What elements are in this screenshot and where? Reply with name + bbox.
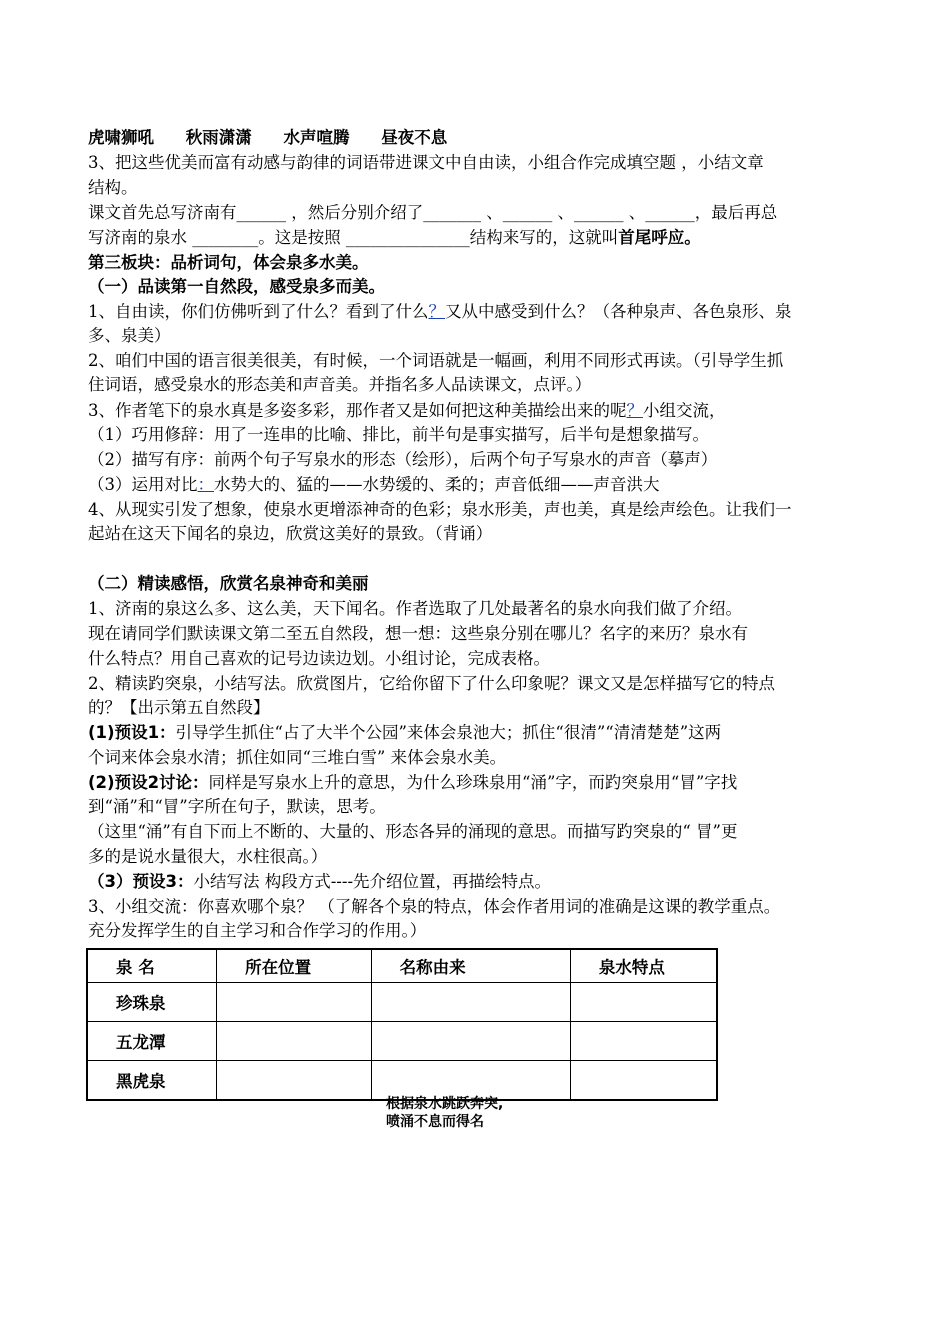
link-question-mark[interactable]: ？ — [428, 302, 445, 321]
table-row — [87, 1022, 717, 1061]
text-line: 住词语，感受泉水的形态美和声音美。并指名多人品读课文，点评。） — [88, 375, 592, 394]
text-span: 引导学生抓住“占了大半个公园”来体会泉池大；抓住“很清”“清清楚楚”这两 — [175, 723, 722, 742]
text-line: 到“涌”和“冒”字所在句子，默读，思考。 — [88, 797, 386, 816]
text-line — [88, 301, 868, 323]
location-cell[interactable] — [217, 1022, 372, 1061]
text-line: 3、把这些优美而富有动感与韵律的词语带进课文中自由读，小组合作完成填空题 ，小结文章 — [88, 153, 764, 172]
text-span: 3、作者笔下的泉水真是多姿多彩，那作者又是如何把这种美描绘出来的呢 — [88, 401, 627, 420]
idiom-1: 虎啸狮吼 — [88, 128, 154, 147]
subsection-heading: （二）精读感悟，欣赏名泉神奇和美丽 — [88, 574, 369, 593]
header-features: 泉水特点 — [570, 949, 717, 983]
text-line — [88, 722, 868, 744]
spring-name-cell: 五龙潭 — [87, 1022, 217, 1061]
table-row — [87, 983, 717, 1022]
text-line — [88, 772, 868, 794]
location-cell[interactable] — [217, 983, 372, 1022]
text-line — [88, 871, 868, 893]
text-span: （3）运用对比 — [88, 475, 198, 494]
spring-name-cell: 珍珠泉 — [87, 983, 217, 1022]
text-line: （这里“涌”有自下而上不断的、大量的、形态各异的涌现的意思。而描写趵突泉的“ 冒”更 — [88, 822, 738, 841]
text-span: 小结写法 构段方式----先介绍位置，再描绘特点。 — [193, 872, 552, 891]
idiom-3: 水声喧腾 — [283, 128, 350, 147]
fill-blank-line: 课文首先总写济南有______ ，然后分别介绍了_______ 、______ 、______ 、______，最后再总 — [88, 203, 778, 222]
text-span: 又从中感受到什么？（各种泉声、各色泉形、泉 — [445, 302, 792, 321]
text-line: （1）巧用修辞：用了一连串的比喻、排比，前半句是事实描写，后半句是想象描写。 — [88, 425, 709, 444]
preset-label: (1)预设1： — [88, 723, 176, 742]
text-span: 1、自由读，你们仿佛听到了什么？看到了什么 — [88, 302, 429, 321]
preset-label: （3）预设3： — [88, 872, 194, 891]
features-cell[interactable] — [570, 1061, 717, 1101]
link-colon[interactable]: ： — [197, 475, 214, 494]
text-line: 充分发挥学生的自主学习和合作学习的作用。） — [88, 921, 427, 940]
note-line: 根据泉水跳跃奔突, — [386, 1096, 504, 1112]
text-line: 现在请同学们默读课文第二至五自然段，想一想：这些泉分别在哪儿？名字的来历？泉水有 — [88, 624, 748, 643]
text-line: 的？【出示第五自然段】 — [88, 698, 270, 717]
section-heading: 第三板块：品析词句，体会泉多水美。 — [88, 253, 369, 272]
header-location: 所在位置 — [217, 949, 372, 983]
text-line: 2、咱们中国的语言很美很美，有时候，一个词语就是一幅画，利用不同形式再读。（引导学生抓 — [88, 351, 784, 370]
text-line: 起站在这天下闻名的泉边，欣赏这美好的景致。（背诵） — [88, 524, 493, 543]
name-origin-note — [386, 1095, 503, 1131]
text-line — [88, 400, 868, 422]
text-span: 写济南的泉水 ________。这是按照 _______________结构来写的，这就叫 — [88, 228, 619, 247]
idiom-row — [88, 127, 868, 149]
text-span: 小组交流， — [643, 401, 726, 420]
idiom-4: 昼夜不息 — [381, 128, 448, 147]
subsection-heading: （一）品读第一自然段，感受泉多而美。 — [88, 277, 385, 296]
text-line: 多的是说水量很大，水柱很高。） — [88, 847, 328, 866]
spring-name-cell: 黑虎泉 — [87, 1061, 217, 1101]
header-spring-name: 泉 名 — [87, 949, 217, 983]
fill-blank-line-2 — [88, 227, 868, 249]
idiom-2: 秋雨潇潇 — [185, 128, 252, 147]
header-name-origin: 名称由来 — [371, 949, 570, 983]
note-line: 喷涌不息而得名 — [386, 1114, 484, 1130]
preset-label: (2)预设2讨论： — [88, 773, 209, 792]
text-span: 同样是写泉水上升的意思，为什么珍珠泉用“涌”字，而趵突泉用“冒”字找 — [208, 773, 738, 792]
text-line: 4、从现实引发了想象，使泉水更增添神奇的色彩；泉水形美，声也美，真是绘声绘色。让我们一 — [88, 500, 792, 519]
text-line: 2、精读趵突泉，小结写法。欣赏图片，它给你留下了什么印象呢？课文又是怎样描写它的特点 — [88, 674, 775, 693]
origin-cell[interactable] — [371, 1022, 570, 1061]
table-header-row — [87, 949, 717, 983]
text-line: 结构。 — [88, 178, 138, 197]
text-span: 水势大的、猛的——水势缓的、柔的；声音低细——声音洪大 — [214, 475, 660, 494]
features-cell[interactable] — [570, 1022, 717, 1061]
text-line: 3、小组交流：你喜欢哪个泉？ （了解各个泉的特点，体会作者用词的准确是这课的教学重点。 — [88, 897, 781, 916]
text-line: 多、泉美） — [88, 326, 171, 345]
springs-table — [86, 948, 718, 1101]
text-line — [88, 474, 868, 496]
location-cell[interactable] — [217, 1061, 372, 1101]
text-line: （2）描写有序：前两个句子写泉水的形态（绘形），后两个句子写泉水的声音（摹声） — [88, 450, 718, 469]
features-cell[interactable] — [570, 983, 717, 1022]
text-line: 1、济南的泉这么多、这么美，天下闻名。作者选取了几处最著名的泉水向我们做了介绍。 — [88, 599, 742, 618]
emphasis-text: 首尾呼应。 — [618, 228, 701, 247]
origin-cell[interactable] — [371, 983, 570, 1022]
text-line: 个词来体会泉水清；抓住如同“三堆白雪” 来体会泉水美。 — [88, 748, 507, 767]
text-line: 什么特点？用自己喜欢的记号边读边划。小组讨论，完成表格。 — [88, 649, 550, 668]
link-question-mark[interactable]: ？ — [626, 401, 643, 420]
